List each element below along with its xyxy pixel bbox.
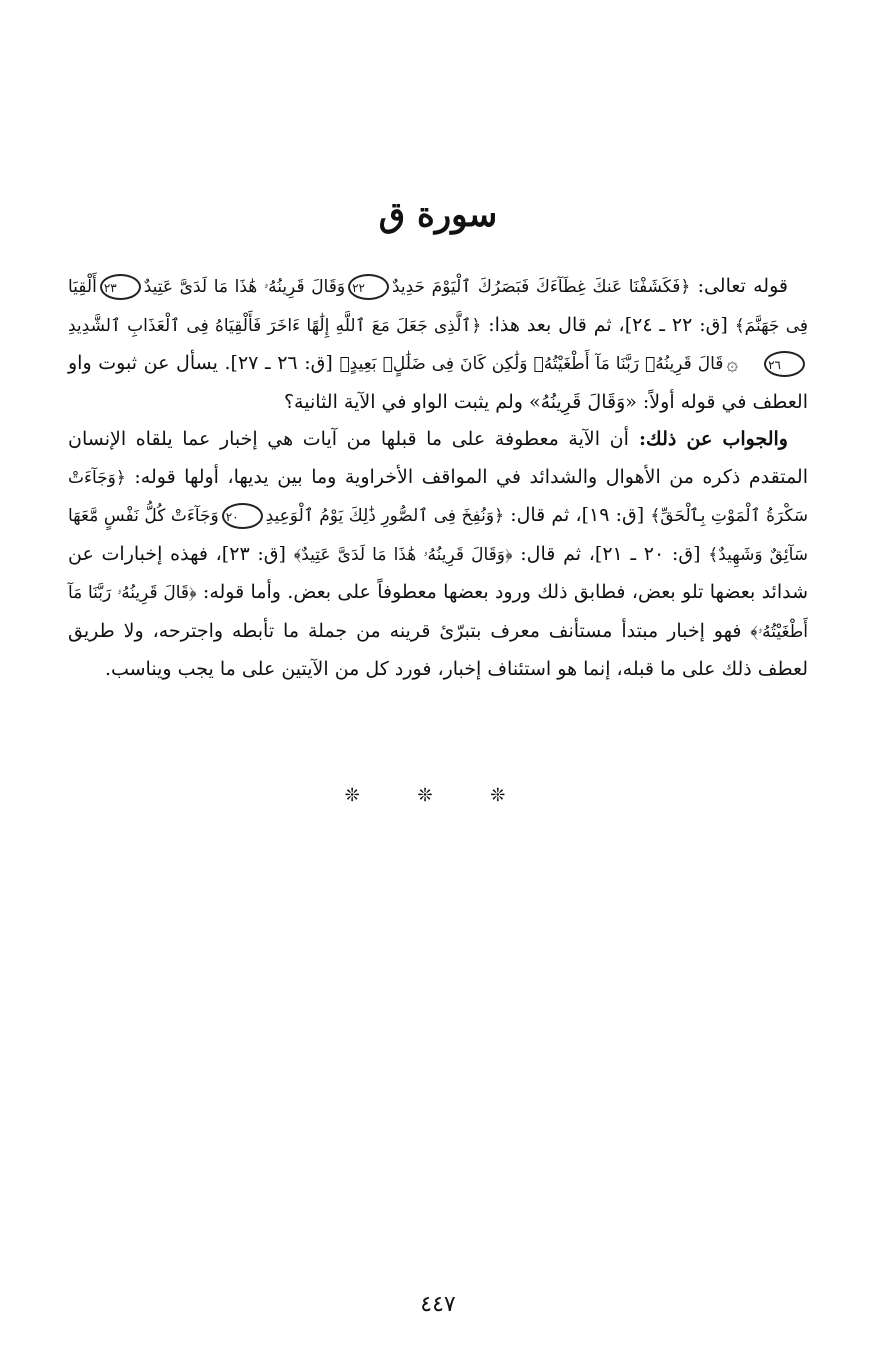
verse-reference: [ق: ٢٠ ـ ٢١]، ثم قال: (512, 542, 709, 565)
quran-verse: ﴿فَكَشَفْنَا عَنكَ غِطَآءَكَ فَبَصَرُكَ ٱلْيَوْمَ حَدِيدٌ (391, 277, 691, 297)
answer-text: [ق: ٢٣]، فهذه إخبارات عن شدائد بعضها تلو بعض، فطابق ذلك ورود بعضها معطوفاً على بعض. وأما قوله: (68, 542, 809, 603)
verse-number-mark: ٢٦ (764, 351, 805, 377)
verse-number-mark: ٢٢ (348, 274, 389, 300)
surah-title: سورة ق (378, 195, 498, 235)
verse-reference: [ق: ٢٢ ـ ٢٤]، ثم قال بعد هذا: (481, 313, 735, 336)
quran-verse: وَقَالَ قَرِينُهُۥ هَٰذَا مَا لَدَىَّ عَتِيدٌ (143, 277, 346, 297)
question-text: يسأل عن ثبوت واو العطف في قوله أولاً: «وَقَالَ قَرِينُهُ» ولم يثبت الواو في الآية الثانية؟ (68, 352, 808, 413)
quran-verse: ﴿وَقَالَ قَرِينُهُۥ هَٰذَا مَا لَدَىَّ عَتِيدٌ﴾ (293, 544, 513, 565)
quran-verse: قَالَ قَرِينُهُۥ رَبَّنَا مَآ أَطْغَيْتُهُۥ وَلَٰكِن كَانَ فِى ضَلَٰلٍۭ بَعِيدٍ﴾ (339, 354, 724, 374)
quran-verse: ﴿وَجَآءَتْ سَكْرَةُ ٱلْمَوْتِ بِٱلْحَقِّ﴾ (68, 467, 809, 526)
verse-reference: [ق: ٢٦ ـ ٢٧]. (217, 352, 340, 374)
rub-el-hizb-icon: ۞ (726, 351, 739, 376)
quran-verse: ﴿وَنُفِخَ فِى ٱلصُّورِ ذَٰلِكَ يَوْمُ ٱلْوَعِيدِ (265, 506, 505, 526)
quran-verse: أَلْقِيَا فِى جَهَنَّمَ﴾ (68, 277, 808, 336)
quran-verse: وَجَآءَتْ كُلُّ نَفْسٍ مَّعَهَا سَآئِقٌ وَشَهِيدٌ﴾ (68, 506, 808, 565)
answer-text: فهو إخبار مبتدأ مستأنف معرف بتبرّئ قرينه من جملة ما تأبطه واجترحه، ولا طريق لعطف ذلك على ما قبله، إنما هو استئناف إخبار، فورد كل من الآيتين على ما يجب ويناسب. (68, 619, 808, 680)
page-body (68, 268, 808, 689)
section-separator: ❊ ❊ ❊ (344, 785, 532, 806)
verse-number-mark: ٢٠ (222, 503, 263, 529)
answer-heading: والجواب عن ذلك: (628, 428, 788, 450)
verse-number-mark: ٢٣ (100, 274, 141, 300)
quran-verse: ﴿ٱلَّذِى جَعَلَ مَعَ ٱللَّهِ إِلَٰهًا ءَاخَرَ فَأَلْقِيَاهُ فِى ٱلْعَذَابِ ٱلشَّدِيدِ (68, 315, 482, 336)
verse-reference: [ق: ١٩]، ثم قال: (504, 504, 651, 526)
quran-verse: ﴿قَالَ قَرِينُهُۥ رَبَّنَا مَآ أَطْغَيْتُهُۥ﴾ (68, 583, 808, 642)
answer-text: أن الآية معطوفة على ما قبلها من آيات هي إخبار عما يلقاه الإنسان المتقدم ذكره من الأهوال والشدائد في المواقف الأخراوية وما بين يديها، أولها قوله: (68, 428, 808, 488)
question-lead: قوله تعالى: (690, 275, 788, 297)
question-paragraph (68, 268, 808, 421)
answer-paragraph (68, 421, 808, 689)
page-number: ٤٤٧ (420, 1292, 456, 1317)
book-page (68, 0, 808, 1367)
